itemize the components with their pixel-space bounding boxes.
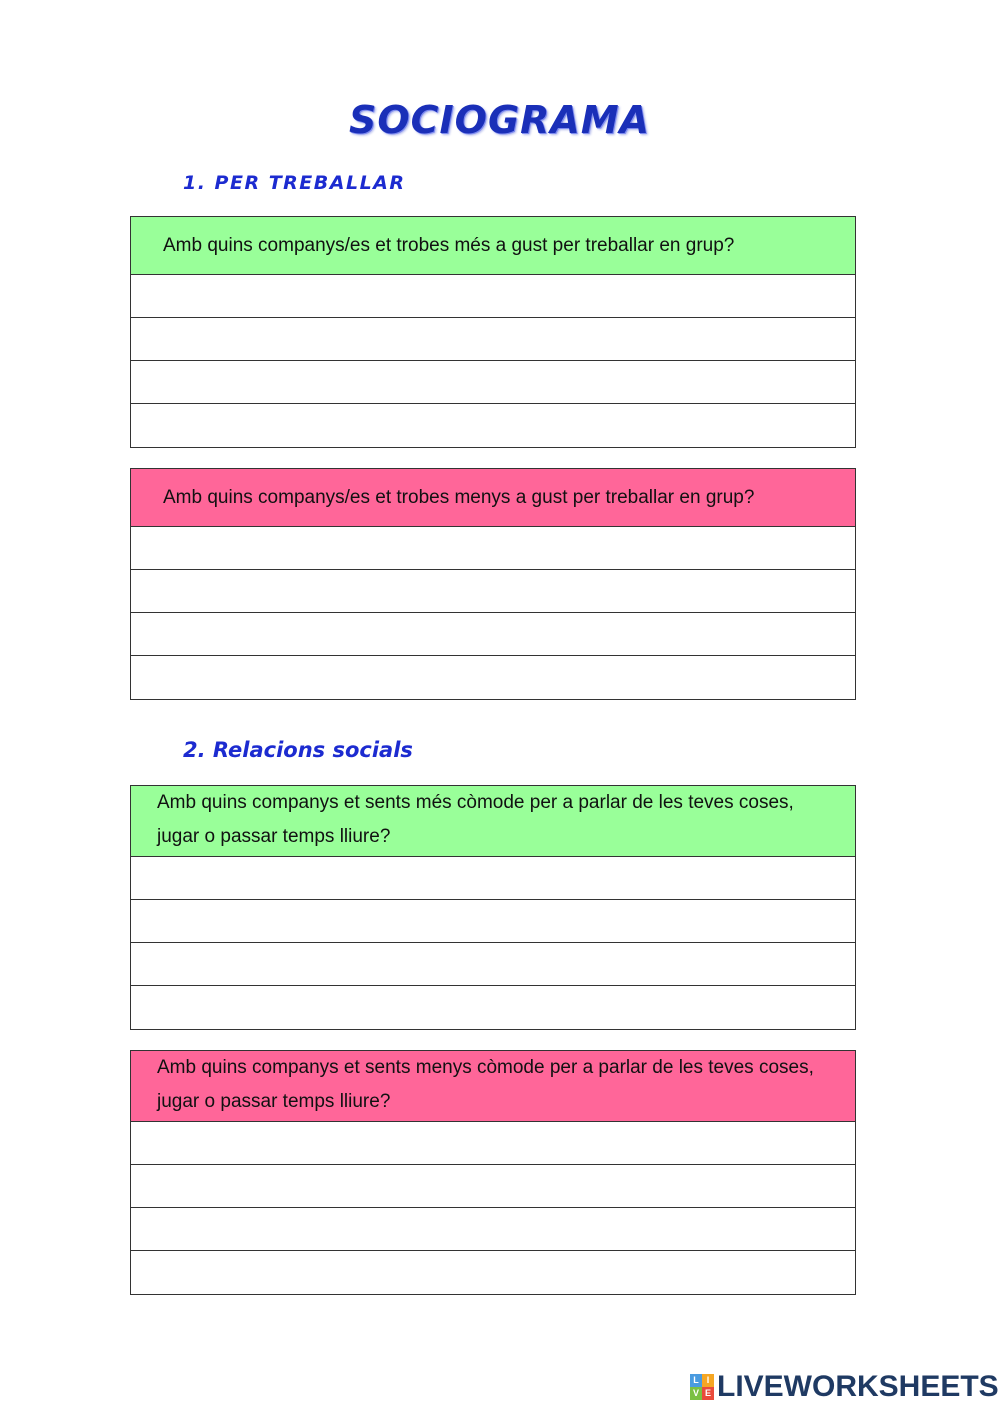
answer-input[interactable] <box>131 857 855 899</box>
answer-row[interactable] <box>131 613 855 656</box>
answer-row[interactable] <box>131 943 855 986</box>
answer-row[interactable] <box>131 857 855 900</box>
liveworksheets-logo-icon: L I V E <box>690 1374 714 1400</box>
question-line-1: Amb quins companys et sents més còmode per a parlar de les teves coses, <box>157 792 794 813</box>
answer-input[interactable] <box>131 570 855 612</box>
answer-input[interactable] <box>131 527 855 569</box>
answer-row[interactable] <box>131 1122 855 1165</box>
section-heading-work: 1. PER TREBALLAR <box>183 172 406 194</box>
logo-text: LIVEWORKSHEETS <box>717 1370 999 1403</box>
answer-row[interactable] <box>131 1251 855 1294</box>
answer-row[interactable] <box>131 656 855 699</box>
answer-input[interactable] <box>131 318 855 360</box>
answer-row[interactable] <box>131 1165 855 1208</box>
answer-row[interactable] <box>131 527 855 570</box>
page-title: SOCIOGRAMA <box>348 98 651 142</box>
answer-row[interactable] <box>131 275 855 318</box>
answer-row[interactable] <box>131 404 855 447</box>
answer-row[interactable] <box>131 361 855 404</box>
question-line-2: jugar o passar temps lliure? <box>157 1091 391 1112</box>
question-line-1: Amb quins companys et sents menys còmode per a parlar de les teves coses, <box>157 1057 814 1078</box>
question-table-work-negative <box>130 468 856 700</box>
answer-input[interactable] <box>131 1251 855 1294</box>
answer-input[interactable] <box>131 404 855 447</box>
question-header <box>131 1051 855 1122</box>
answer-input[interactable] <box>131 1165 855 1207</box>
question-table-social-positive <box>130 785 856 1030</box>
answer-row[interactable] <box>131 1208 855 1251</box>
answer-row[interactable] <box>131 318 855 361</box>
answer-input[interactable] <box>131 361 855 403</box>
answer-input[interactable] <box>131 986 855 1029</box>
answer-input[interactable] <box>131 656 855 699</box>
answer-input[interactable] <box>131 943 855 985</box>
question-table-work-positive <box>130 216 856 448</box>
section-heading-social: 2. Relacions socials <box>183 738 413 762</box>
liveworksheets-logo <box>690 1370 999 1404</box>
answer-input[interactable] <box>131 1122 855 1164</box>
answer-row[interactable] <box>131 986 855 1029</box>
question-header: Amb quins companys/es et trobes més a gust per treballar en grup? <box>131 217 855 275</box>
answer-input[interactable] <box>131 1208 855 1250</box>
question-line-2: jugar o passar temps lliure? <box>157 826 391 847</box>
question-header <box>131 786 855 857</box>
answer-row[interactable] <box>131 570 855 613</box>
question-header: Amb quins companys/es et trobes menys a gust per treballar en grup? <box>131 469 855 527</box>
question-table-social-negative <box>130 1050 856 1295</box>
answer-input[interactable] <box>131 613 855 655</box>
answer-input[interactable] <box>131 275 855 317</box>
answer-input[interactable] <box>131 900 855 942</box>
answer-row[interactable] <box>131 900 855 943</box>
